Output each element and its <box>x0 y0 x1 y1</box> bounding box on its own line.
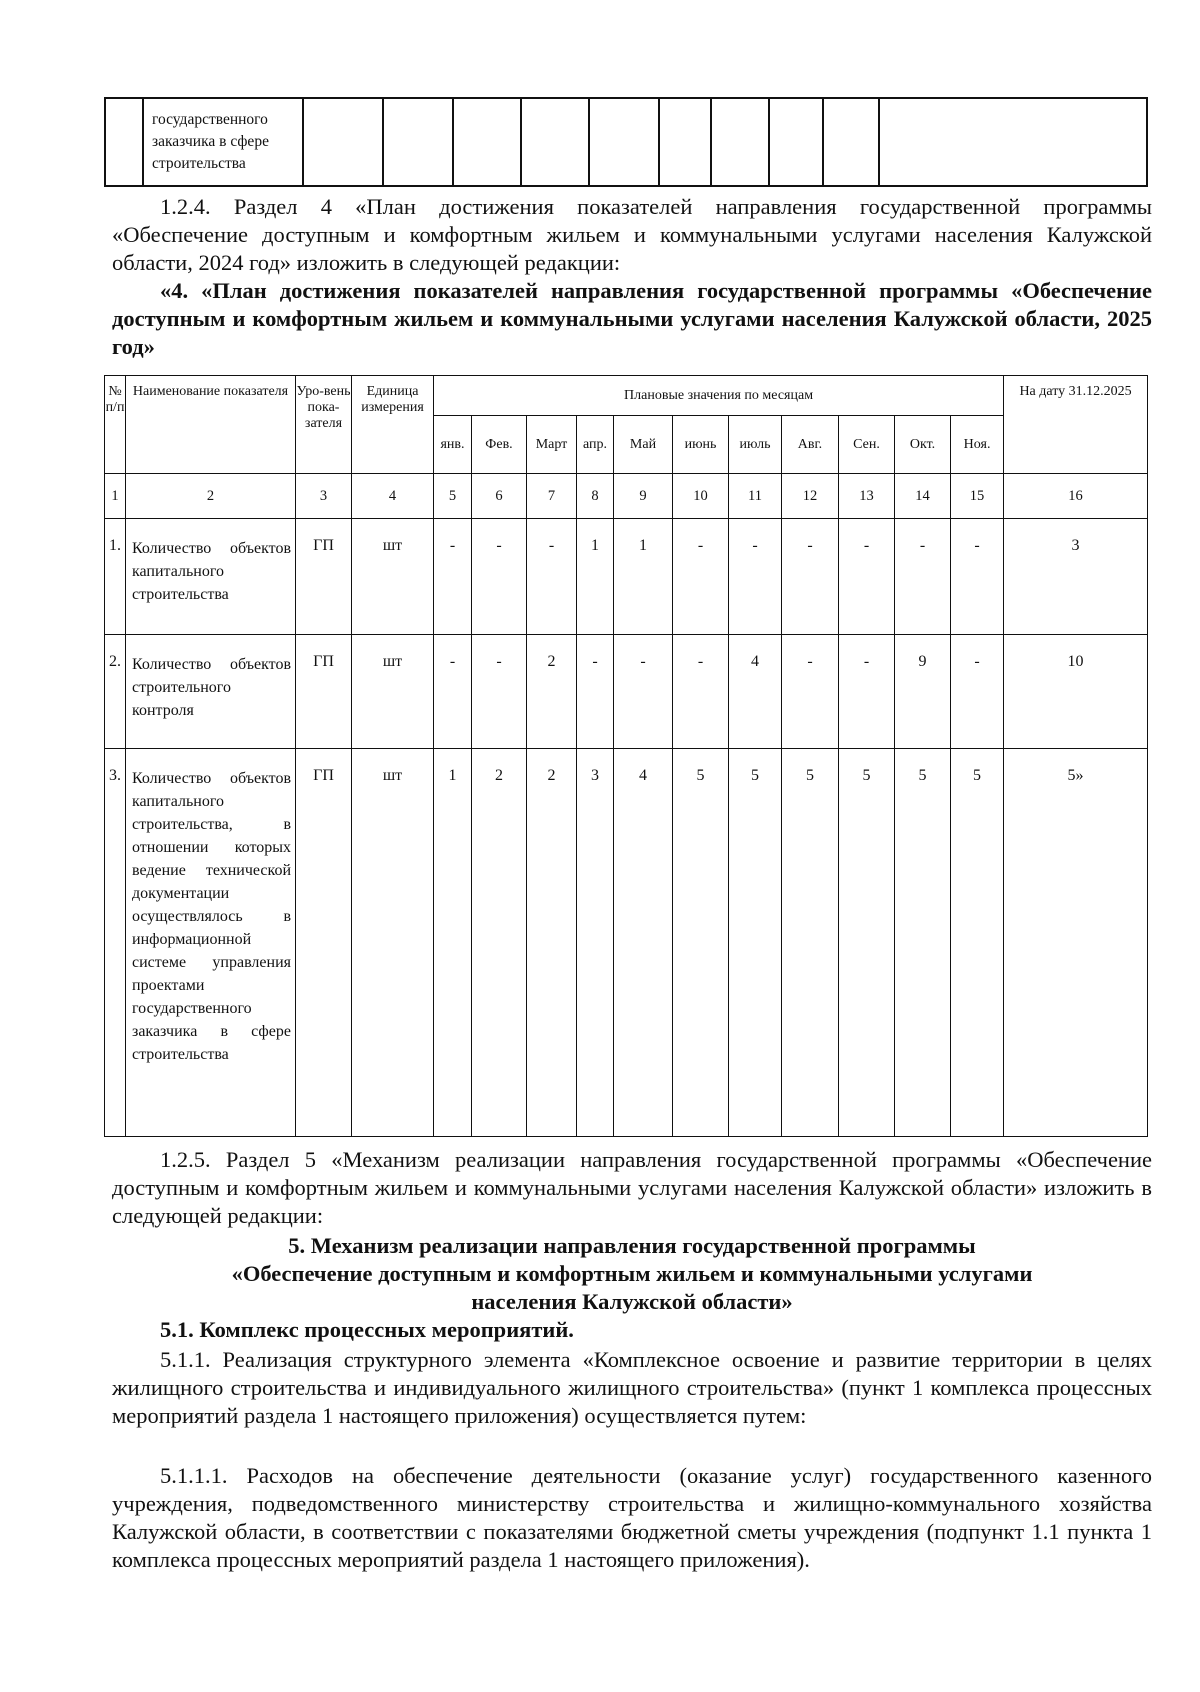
row-value: 2 <box>527 635 577 749</box>
row-index: 3. <box>105 749 126 1137</box>
row-value: - <box>434 635 472 749</box>
section-5-title-line-3: населения Калужской области» <box>471 1289 793 1314</box>
row-value: - <box>527 519 577 635</box>
header-planned: Плановые значения по месяцам <box>434 376 1004 416</box>
row-total: 10 <box>1004 635 1148 749</box>
row-unit: шт <box>352 749 434 1137</box>
row-value: 1 <box>614 519 673 635</box>
header-unit: Единица измерения <box>352 376 434 474</box>
row-value: - <box>782 519 839 635</box>
row-value: - <box>839 519 895 635</box>
row-value: - <box>614 635 673 749</box>
row-value: 5 <box>729 749 782 1137</box>
month-header: июль <box>729 416 782 474</box>
row-level: ГП <box>296 519 352 635</box>
row-value: - <box>729 519 782 635</box>
col-number: 16 <box>1004 474 1148 519</box>
fragment-cell-text: государственного заказчика в сфере строительства <box>152 111 269 172</box>
table-row <box>105 749 1148 1137</box>
month-header: Окт. <box>895 416 951 474</box>
row-total: 3 <box>1004 519 1148 635</box>
row-level: ГП <box>296 749 352 1137</box>
indicators-table <box>104 375 1148 1137</box>
month-header: Май <box>614 416 673 474</box>
row-value: 4 <box>614 749 673 1137</box>
col-number: 4 <box>352 474 434 519</box>
paragraph-1-2-5: 1.2.5. Раздел 5 «Механизм реализации направления государственной программы «Обеспечение доступным и комфортным жильем и коммунальными услугами населения Калужской области» изложить в следующей редакции: <box>112 1147 1152 1228</box>
month-header: Фев. <box>472 416 527 474</box>
row-level: ГП <box>296 635 352 749</box>
paragraph-5-1-1: 5.1.1. Реализация структурного элемента «Комплексное освоение и развитие территории в целях жилищного строительства и индивидуального жилищного строительства» (пункт 1 комплекса процессных мероприятий раздела 1 настоящего приложения) осуществляется путем: <box>112 1347 1152 1428</box>
col-number: 12 <box>782 474 839 519</box>
row-value: - <box>895 519 951 635</box>
month-header: янв. <box>434 416 472 474</box>
col-number: 1 <box>105 474 126 519</box>
row-value: - <box>577 635 614 749</box>
row-value: 3 <box>577 749 614 1137</box>
col-number: 2 <box>126 474 296 519</box>
section-4-title: «4. «План достижения показателей направления государственной программы «Обеспечение доступным и комфортным жильем и коммунальными услугами населения Калужской области, 2025 год» <box>112 278 1152 359</box>
row-value: 9 <box>895 635 951 749</box>
month-header: апр. <box>577 416 614 474</box>
row-value: - <box>839 635 895 749</box>
row-value: - <box>434 519 472 635</box>
row-value: 2 <box>527 749 577 1137</box>
row-value: 5 <box>839 749 895 1137</box>
col-number: 15 <box>951 474 1004 519</box>
month-header: Сен. <box>839 416 895 474</box>
header-date: На дату 31.12.2025 <box>1004 376 1148 474</box>
row-value: - <box>673 519 729 635</box>
table-fragment <box>104 97 1148 187</box>
table-row <box>105 519 1148 635</box>
col-number: 9 <box>614 474 673 519</box>
month-header: Авг. <box>782 416 839 474</box>
header-level: Уро-вень пока-зателя <box>296 376 352 474</box>
row-value: 1 <box>434 749 472 1137</box>
col-number: 13 <box>839 474 895 519</box>
month-header: Март <box>527 416 577 474</box>
row-value: - <box>472 519 527 635</box>
header-name: Наименование показателя <box>126 376 296 474</box>
col-number: 6 <box>472 474 527 519</box>
row-name: Количество объектов капитального строительства, в отношении которых ведение технической документации осуществлялось в информационной системе управления проектами государственного заказчика в сфере строительства <box>126 749 296 1137</box>
subsection-5-1: 5.1. Комплекс процессных мероприятий. <box>160 1317 574 1342</box>
row-name: Количество объектов капитального строительства <box>126 519 296 635</box>
row-value: 5 <box>895 749 951 1137</box>
row-value: - <box>673 635 729 749</box>
col-number: 7 <box>527 474 577 519</box>
row-value: 1 <box>577 519 614 635</box>
table-row <box>105 635 1148 749</box>
section-5-title-line-2: «Обеспечение доступным и комфортным жильем и коммунальными услугами <box>231 1261 1033 1286</box>
row-value: 4 <box>729 635 782 749</box>
row-value: - <box>472 635 527 749</box>
row-unit: шт <box>352 635 434 749</box>
paragraph-5-1-1-1: 5.1.1.1. Расходов на обеспечение деятельности (оказание услуг) государственного казенного учреждения, подведомственного министерству строительства и жилищно-коммунального хозяйства Калужской области, в соответствии с показателями бюджетной сметы учреждения (подпункт 1.1 пункта 1 комплекса процессных мероприятий раздела 1 настоящего приложения). <box>112 1463 1152 1572</box>
row-name: Количество объектов строительного контроля <box>126 635 296 749</box>
col-number: 10 <box>673 474 729 519</box>
col-number: 11 <box>729 474 782 519</box>
section-5-title-line-1: 5. Механизм реализации направления государственной программы <box>288 1233 976 1258</box>
month-header: Ноя. <box>951 416 1004 474</box>
row-value: 2 <box>472 749 527 1137</box>
month-header: июнь <box>673 416 729 474</box>
row-unit: шт <box>352 519 434 635</box>
col-number: 8 <box>577 474 614 519</box>
row-value: 5 <box>951 749 1004 1137</box>
row-value: - <box>951 519 1004 635</box>
col-number: 5 <box>434 474 472 519</box>
row-value: 5 <box>782 749 839 1137</box>
row-value: - <box>782 635 839 749</box>
col-number: 14 <box>895 474 951 519</box>
row-index: 2. <box>105 635 126 749</box>
row-total: 5» <box>1004 749 1148 1137</box>
row-index: 1. <box>105 519 126 635</box>
header-num: № п/п <box>105 376 126 474</box>
row-value: 5 <box>673 749 729 1137</box>
col-number: 3 <box>296 474 352 519</box>
paragraph-1-2-4: 1.2.4. Раздел 4 «План достижения показателей направления государственной программы «Обеспечение доступным и комфортным жильем и коммунальными услугами населения Калужской области, 2024 год» изложить в следующей редакции: <box>112 194 1152 275</box>
row-value: - <box>951 635 1004 749</box>
